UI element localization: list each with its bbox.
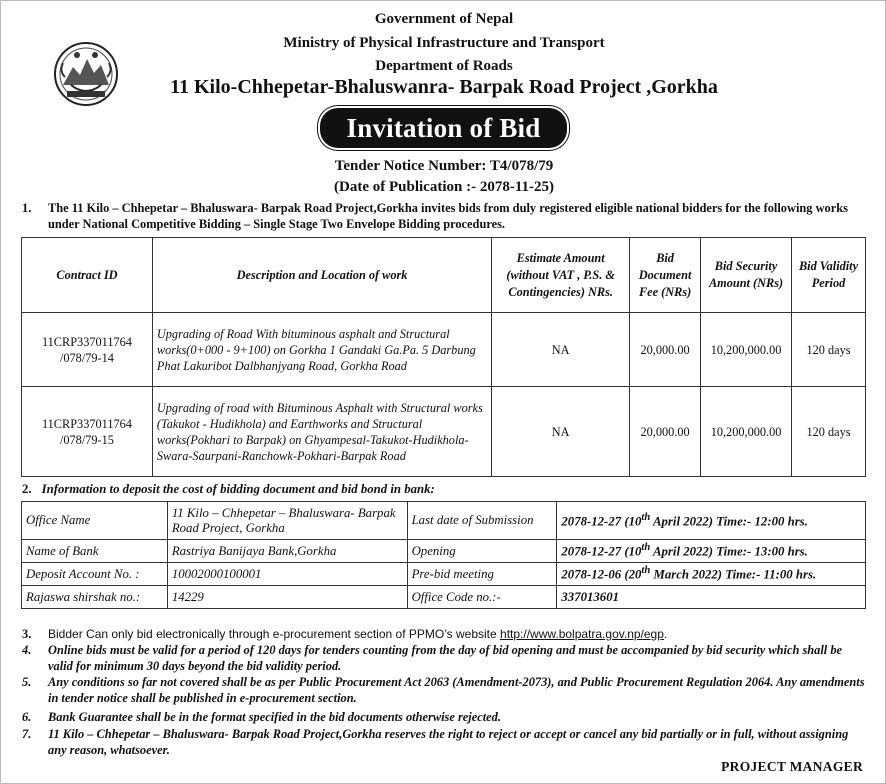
label-cell: Office Name: [22, 502, 168, 540]
contract-id-cell: [22, 387, 153, 477]
department-title: Department of Roads: [375, 58, 513, 74]
signature-project-manager: PROJECT MANAGER: [721, 759, 863, 774]
table-row: [22, 540, 866, 563]
note-4-text: Online bids must be valid for a period of 120 days for tenders counting from the day of bid opening and must be accompanied by bid security which shall be valid for minimum 30 days beyond the bid validity period.: [48, 643, 843, 673]
deposit-info-table: [21, 501, 866, 609]
date-time-text: April 2022) Time:- 12:00 hrs.: [650, 514, 808, 529]
section-2-title: Information to deposit the cost of bidding document and bid bond in bank:: [41, 482, 435, 496]
date-text: 2078-12-27 (10: [561, 514, 642, 529]
note-5: [22, 674, 868, 706]
table-row: [22, 313, 866, 387]
item-number: 1.: [22, 201, 32, 215]
item-number: 2.: [22, 482, 32, 496]
bolpatra-link[interactable]: http://www.bolpatra.gov.np/egp: [500, 627, 664, 641]
value-cell: 11 Kilo – Chhepetar – Bhaluswara- Barpak Road Project, Gorkha: [167, 502, 407, 540]
contracts-table: [21, 237, 866, 477]
contract-id-line2: /078/79-15: [59, 432, 114, 447]
date-cell: [557, 502, 866, 540]
col-header-contract-id: Contract ID: [22, 238, 153, 313]
date-suffix: th: [641, 511, 651, 523]
note-3: [22, 626, 868, 642]
note-4: [22, 642, 868, 674]
intro-paragraph: [22, 200, 868, 232]
tender-notice-number: Tender Notice Number: T4/078/79: [334, 158, 554, 174]
publication-date: (Date of Publication :- 2078-11-25): [334, 179, 554, 195]
item-number: 3.: [22, 627, 32, 641]
note-7: [22, 726, 868, 758]
section-2-heading: [22, 482, 435, 497]
security-cell: 10,200,000.00: [701, 313, 792, 387]
estimate-cell: NA: [492, 387, 630, 477]
col-header-description: Description and Location of work: [152, 238, 491, 313]
label-cell: Deposit Account No. :: [22, 563, 168, 586]
date-time-text: March 2022) Time:- 11:00 hrs.: [650, 567, 817, 582]
government-title: Government of Nepal: [374, 11, 514, 27]
note-3-end: .: [663, 627, 668, 641]
col-header-estimate: Estimate Amount (without VAT , P.S. & Contingencies) NRs.: [492, 238, 630, 313]
contract-id-cell: [22, 313, 153, 387]
date-suffix: th: [641, 542, 651, 554]
col-header-security: Bid Security Amount (NRs): [701, 238, 792, 313]
label-cell: Rajaswa shirshak no.:: [22, 586, 168, 609]
item-number: 5.: [22, 675, 32, 689]
description-cell: Upgrading of Road With bituminous asphalt and Structural works(0+000 - 9+100) on Gorkha 1 Gandaki Ga.Pa. 5 Darbung Phat Lakuribot Dalbhanjyang Road, Gorkha Road: [152, 313, 491, 387]
note-6: [22, 709, 868, 725]
label-cell: Opening: [407, 540, 557, 563]
date-time-text: April 2022) Time:- 13:00 hrs.: [650, 544, 808, 559]
table-row: [22, 502, 866, 540]
label-cell: Name of Bank: [22, 540, 168, 563]
item-number: 4.: [22, 643, 32, 657]
project-title: 11 Kilo-Chhepetar-Bhaluswanra- Barpak Road Project ,Gorkha: [170, 76, 718, 98]
value-cell: Rastriya Banijaya Bank,Gorkha: [167, 540, 407, 563]
note-3-body: Bidder Can only bid electronically through e-procurement section of PPMO’s website: [48, 627, 501, 641]
contract-id-line1: 11CRP337011764: [41, 334, 132, 349]
date-text: 2078-12-27 (10: [561, 544, 642, 559]
col-header-validity: Bid Validity Period: [792, 238, 866, 313]
table-row: [22, 387, 866, 477]
estimate-cell: NA: [492, 313, 630, 387]
col-header-doc-fee: Bid Document Fee (NRs): [630, 238, 701, 313]
doc-fee-cell: 20,000.00: [630, 387, 701, 477]
item-number: 6.: [22, 710, 32, 724]
item-number: 7.: [22, 727, 32, 741]
date-cell: [557, 540, 866, 563]
note-3-text: [48, 626, 868, 642]
label-cell: Pre-bid meeting: [407, 563, 557, 586]
contract-id-line2: /078/79-14: [59, 350, 114, 365]
value-cell: 14229: [167, 586, 407, 609]
table-row: [22, 563, 866, 586]
table-row: [22, 586, 866, 609]
label-cell: Office Code no.:-: [407, 586, 557, 609]
ministry-title: Ministry of Physical Infrastructure and Transport: [283, 35, 605, 51]
date-text: 2078-12-06 (20: [561, 567, 642, 582]
office-code-text: 337013601: [561, 589, 619, 604]
invitation-banner: Invitation of Bid: [320, 108, 567, 148]
validity-cell: 120 days: [792, 313, 866, 387]
note-7-text: 11 Kilo – Chhepetar – Bhaluswara- Barpak Road Project,Gorkha reserves the right to reject or accept or cancel any bid partially or in full, without assigning any reason, whatsoever.: [48, 727, 849, 757]
security-cell: 10,200,000.00: [701, 387, 792, 477]
date-cell: [557, 563, 866, 586]
office-code-cell: [557, 586, 866, 609]
intro-text: The 11 Kilo – Chhepetar – Bhaluswara- Barpak Road Project,Gorkha invites bids from duly registered eligible national bidders for the following works under National Competitive Bidding – Single Stage Two Envelope Bidding procedures.: [48, 201, 848, 231]
note-5-text: Any conditions so far not covered shall be as per Public Procurement Act 2063 (Amendment-2073), and Public Procurement Regulation 2064. Any amendments in tender notice shall be published in e-procurement section.: [48, 675, 865, 705]
date-suffix: th: [641, 565, 651, 577]
validity-cell: 120 days: [792, 387, 866, 477]
doc-fee-cell: 20,000.00: [630, 313, 701, 387]
description-cell: Upgrading of road with Bituminous Asphalt with Structural works (Takukot - Hudikhola) and Earthworks and Structural works(Pokhari to Barpak) on Ghyampesal-Takukot-Hudikhola-Swara-Saurpani-Ranchowk-Pokhari-Barpak Road: [152, 387, 491, 477]
value-cell: 10002000100001: [167, 563, 407, 586]
table-header-row: [22, 238, 866, 313]
note-6-text: Bank Guarantee shall be in the format specified in the bid documents otherwise rejected.: [48, 710, 501, 724]
contract-id-line1: 11CRP337011764: [41, 416, 132, 431]
label-cell: Last date of Submission: [407, 502, 557, 540]
